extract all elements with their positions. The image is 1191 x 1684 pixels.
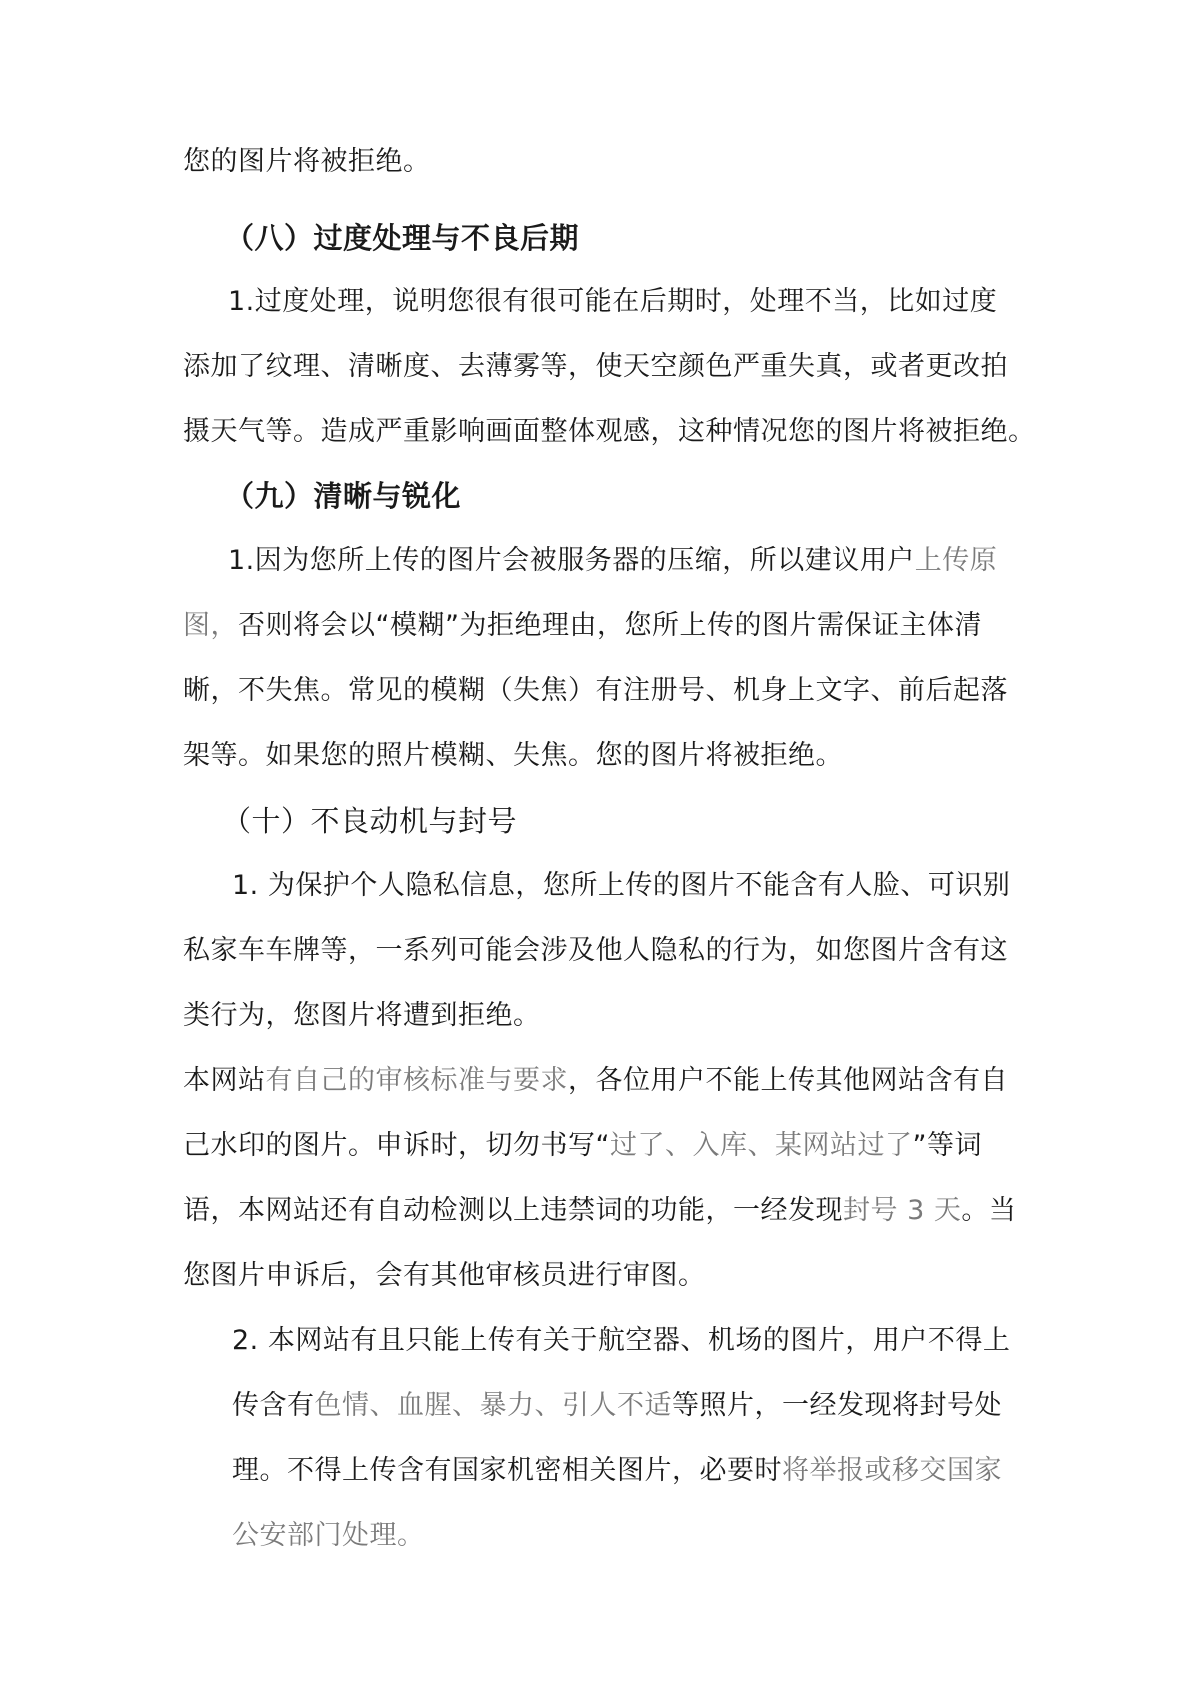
highlight-text: 上传原 — [914, 545, 998, 576]
text: 私家车车牌等，一系列可能会涉及他人隐私的行为，如您图片含有这 — [183, 935, 1008, 966]
highlight-text: 封号 3 天 — [843, 1195, 962, 1226]
section-heading-10 — [222, 805, 517, 837]
text: 语，本网站还有自动检测以上违禁词的功能，一经发现 — [183, 1195, 843, 1226]
text: 晰，不失焦。常见的模糊（失焦）有注册号、机身上文字、前后起落 — [183, 675, 1008, 706]
highlight-text: 色情、血腥、暴力、引人不适 — [314, 1390, 672, 1421]
paragraph-line — [183, 146, 431, 178]
paragraph-line — [183, 1260, 706, 1292]
highlight-text: 将举报或移交国家 — [782, 1455, 1002, 1486]
paragraph-line — [183, 675, 1008, 707]
highlight-text: 公安部门处理。 — [232, 1520, 425, 1551]
paragraph-line — [232, 1390, 1002, 1422]
text: 。当 — [961, 1195, 1017, 1226]
paragraph-line — [183, 935, 1008, 967]
text: ，各位用户不能上传其他网站含有自 — [568, 1065, 1008, 1096]
paragraph-line — [232, 870, 1010, 902]
paragraph-line — [232, 1520, 425, 1552]
paragraph-line — [183, 416, 1036, 448]
highlight-text: 过了、入库、某网站过了 — [610, 1130, 913, 1161]
text: 1. 为保护个人隐私信息，您所上传的图片不能含有人脸、可识别 — [232, 870, 1011, 901]
text: 1.过度处理，说明您很有很可能在后期时，处理不当，比如过度 — [228, 286, 998, 317]
highlight-text: 图， — [183, 610, 238, 641]
paragraph-line — [183, 740, 843, 772]
text: 您的图片将被拒绝。 — [183, 146, 431, 177]
section-heading-9 — [225, 480, 461, 512]
text: 等照片，一经发现将封号处 — [672, 1390, 1002, 1421]
paragraph-line — [183, 1130, 982, 1162]
paragraph-line — [183, 610, 982, 642]
text: 类行为，您图片将遭到拒绝。 — [183, 1000, 541, 1031]
paragraph-line — [183, 351, 1008, 383]
paragraph-line — [183, 1195, 1016, 1227]
heading-text: （九）清晰与锐化 — [225, 479, 462, 513]
section-heading-8 — [225, 222, 579, 254]
text: 2. 本网站有且只能上传有关于航空器、机场的图片，用户不得上 — [232, 1325, 1011, 1356]
text: 1.因为您所上传的图片会被服务器的压缩，所以建议用户 — [228, 545, 915, 576]
paragraph-line — [232, 1325, 1010, 1357]
paragraph-line — [232, 1455, 1002, 1487]
paragraph-line — [228, 286, 997, 318]
text: 理。不得上传含有国家机密相关图片，必要时 — [232, 1455, 782, 1486]
paragraph-line — [228, 545, 997, 577]
text: 摄天气等。造成严重影响画面整体观感，这种情况您的图片将被拒绝。 — [183, 416, 1036, 447]
paragraph-line — [183, 1000, 541, 1032]
text: 传含有 — [232, 1390, 315, 1421]
text: ”等词 — [912, 1130, 982, 1161]
heading-text: （十）不良动机与封号 — [222, 804, 518, 838]
text: 您图片申诉后，会有其他审核员进行审图。 — [183, 1260, 706, 1291]
text: 否则将会以“模糊”为拒绝理由，您所上传的图片需保证主体清 — [238, 610, 982, 641]
paragraph-line — [183, 1065, 1008, 1097]
heading-text: （八）过度处理与不良后期 — [225, 221, 580, 255]
text: 架等。如果您的照片模糊、失焦。您的图片将被拒绝。 — [183, 740, 843, 771]
text: 己水印的图片。申诉时，切勿书写“ — [183, 1130, 610, 1161]
highlight-text: 有自己的审核标准与要求 — [265, 1065, 568, 1096]
text: 添加了纹理、清晰度、去薄雾等，使天空颜色严重失真，或者更改拍 — [183, 351, 1008, 382]
text: 本网站 — [183, 1065, 266, 1096]
